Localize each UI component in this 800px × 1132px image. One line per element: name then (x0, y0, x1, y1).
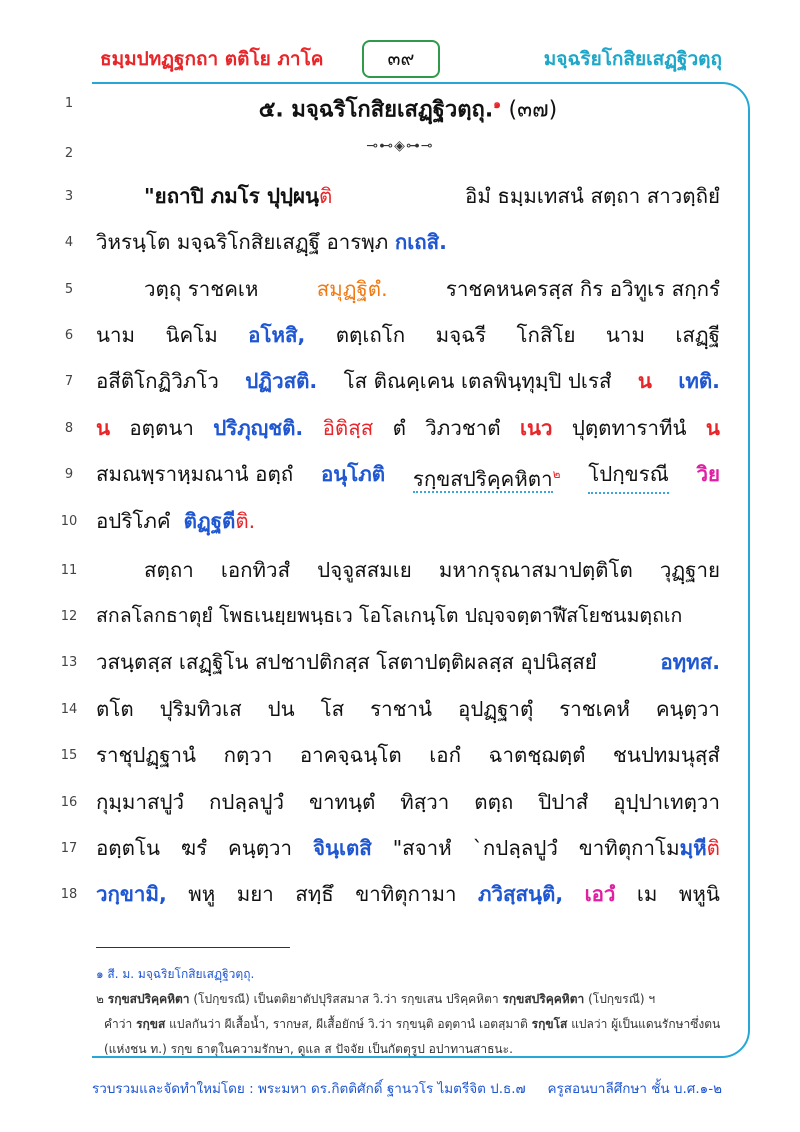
line-number: 10 (60, 514, 78, 529)
word: มจฺฉรี (435, 323, 487, 347)
word: นาม (605, 323, 645, 347)
line-5-part2: ราชคหนครสฺส กิร อวิทูเร สกฺกรํ (445, 277, 720, 301)
verb-deti: เทติ. (678, 369, 720, 393)
phrase: วสนฺตสฺส เสฏฺฐิโน สปชาปติกสฺส โสตาปตฺติผลสฺส อุปนิสฺสยํ (96, 650, 597, 674)
line-number: 13 (60, 655, 78, 670)
footer-author: รวบรวมและจัดทำใหม่โดย : พระมหา ดร.กิตติศักดิ์ ฐานวโร ไมตรีจิต ป.ธ.๗ (92, 1081, 526, 1097)
word-itissa: อิติสฺส (322, 416, 374, 440)
word: "สจาหํ (392, 836, 452, 860)
footnote-term: รกฺขโส (531, 1017, 568, 1031)
word-pokkharani: โปกฺขรณี (588, 459, 668, 494)
verb-cintesi: จินฺเตสิ (312, 836, 372, 860)
footnote-2-end: (แห่งชน ท.) รกฺข ธาตุในความรักษา, ดูแล ส ปัจจัย เป็นกัตตุรูป อปาทานสาธนะ. (104, 1042, 513, 1056)
footnote-divider (96, 947, 290, 948)
word: ชนปทมนุสฺสํ (612, 743, 720, 767)
text-line-12 (96, 601, 720, 631)
text-line-7 (96, 366, 720, 396)
word: เอกทิวสํ (220, 558, 291, 582)
phrase: สมณพฺราหฺมณานํ อตฺถํ (96, 462, 294, 486)
footnote-text: คำว่า (104, 1017, 133, 1031)
word: อตฺตโน (96, 836, 160, 860)
word-evam: เอวํ (584, 882, 616, 906)
verb-vakkhami: วกฺขามิ, (96, 882, 167, 906)
verb-paribhunjati: ปริภุญฺชติ. (213, 416, 304, 440)
text-line-6 (96, 320, 720, 350)
text-line-5 (96, 274, 720, 304)
footnote-2-mark: ๒ (96, 992, 104, 1006)
line-number: 8 (64, 421, 74, 436)
word: เสฏฺฐี (675, 323, 720, 347)
word: กตฺวา (223, 743, 273, 767)
footnote-2 (96, 991, 655, 1007)
verb-ahosi: อโหสิ, (248, 323, 306, 347)
text-line-3 (96, 181, 720, 211)
footnote-1: ๑ สี. ม. มจฺฉริยโกสิยเสฏฺฐิวตฺถุ. (96, 967, 255, 981)
word: เอกํ (429, 743, 461, 767)
word: ขาทิตุกามา (355, 882, 457, 906)
line-number: 4 (64, 235, 74, 250)
line-number: 1 (64, 96, 74, 111)
footnote-2-cont (104, 1016, 720, 1032)
verb-anubhoti: อนุโภติ (320, 462, 386, 486)
text-line-4 (96, 227, 447, 257)
word: ตตฺถ (474, 790, 514, 814)
text-line-9 (96, 459, 720, 494)
footnote-ref-1[interactable]: ๑ (493, 97, 501, 111)
word: ฉาตชฺฌตฺตํ (488, 743, 586, 767)
text-line-11 (96, 555, 720, 585)
negation-na: น (637, 369, 652, 393)
text-line-14 (96, 694, 720, 724)
text-line-10 (96, 506, 255, 536)
word: ขาทิตุกาโม (578, 836, 680, 860)
page-number-badge: ๓๙ (362, 40, 440, 78)
footnote-text: แปลกันว่า ผีเสื้อน้ำ, รากษส, ผีเสื้อยักษ์ วิ.ว่า รกฺขนฺติ อตฺตานํ เอตสฺมาติ (169, 1017, 528, 1031)
word: คนฺตฺวา (655, 697, 720, 721)
line-3-text: อิมํ ธมฺมเทสนํ สตฺถา สาวตฺถิยํ (465, 184, 720, 208)
verb-kathesi: กเถสิ. (394, 230, 447, 254)
word: ราชุปฏฺฐานํ (96, 743, 197, 767)
word: สทฺธึ (295, 882, 334, 906)
word: เม (636, 882, 658, 906)
word: ปิปาสํ (538, 790, 589, 814)
negation-na: น (705, 416, 720, 440)
word: ราชานํ (370, 697, 433, 721)
word: นิคโม (165, 323, 218, 347)
word: ตโต (96, 697, 134, 721)
story-heading-text: ๕. มจฺฉริโกสิยเสฏฺฐิวตฺถุ. (258, 97, 494, 123)
word: ปุตฺตทาราทีนํ (571, 416, 687, 440)
verb-bhavissanti: ภวิสฺสนฺติ, (477, 882, 564, 906)
line-number: 7 (64, 374, 74, 389)
verb-pativasati: ปฏิวสติ. (245, 369, 318, 393)
word: อสีติโกฏิวิภโว (96, 369, 219, 393)
word: โส (320, 697, 345, 721)
word: ปุริมทิวเส (159, 697, 242, 721)
word-viya: วิย (696, 462, 720, 486)
word: `กปลฺลปูวํ (472, 836, 558, 860)
word: ทิสฺวา (400, 790, 450, 814)
word-iti: ติ. (235, 509, 256, 533)
word: พหูนิ (678, 882, 720, 906)
line-number: 5 (64, 282, 74, 297)
line-number: 15 (60, 748, 78, 763)
word: กปลฺลปูวํ (208, 790, 285, 814)
word: มยา (236, 882, 274, 906)
footnote-text: แปลว่า ผู้เป็นแดนรักษาซึ่งตน (571, 1017, 721, 1031)
footnote-ref-2[interactable]: ๒ (552, 467, 561, 481)
word: อุปฺปาเทตฺวา (613, 790, 720, 814)
word: ขาทนฺตํ (308, 790, 376, 814)
line-number: 12 (60, 609, 78, 624)
text-line-8 (96, 413, 720, 443)
phrase: โส ติณคฺเคน เตลพินฺทุมฺปิ ปเรสํ (343, 369, 612, 393)
line-number: 17 (60, 841, 78, 856)
word: ปน (267, 697, 295, 721)
footnote-text: (โปกฺขรณี) ฯ (588, 992, 656, 1006)
verse-opening-iti: ติ (319, 184, 333, 208)
footnote-text: (โปกฺขรณี) เป็นตติยาตัปปุริสสมาส วิ.ว่า รกฺขเสน ปริคฺคหิตา (193, 992, 499, 1006)
text-line-17 (96, 833, 720, 863)
verse-opening: "ยถาปิ ภมโร ปุปฺผนฺ (144, 184, 320, 208)
story-number: (๓๗) (508, 97, 558, 123)
verb-mhi: มฺหี (679, 836, 707, 860)
text-line-18 (96, 879, 720, 909)
footnote-term: รกฺขส (136, 1017, 166, 1031)
word: ปจฺจูสสมเย (317, 558, 412, 582)
word: วิภวชาตํ (425, 416, 501, 440)
text-line-16 (96, 787, 720, 817)
word-neva: เนว (519, 416, 553, 440)
line-number: 9 (64, 467, 74, 482)
word: นาม (96, 323, 136, 347)
line-number: 11 (60, 563, 78, 578)
verb-addasa: อทฺทส. (660, 650, 720, 674)
line-number: 18 (60, 887, 78, 902)
negation-na: น (96, 416, 111, 440)
word: ตตฺเถโก (335, 323, 406, 347)
line-number: 6 (64, 328, 74, 343)
footnote-term: รกฺขสปริคฺคหิตา (502, 992, 585, 1006)
word: อตฺตนา (129, 416, 194, 440)
verb-titthati: ติฏฺฐตี (183, 509, 236, 533)
word: สตฺถา (144, 558, 194, 582)
word: อุปฏฺฐาตุํ (458, 697, 534, 721)
line-number: 2 (64, 146, 74, 161)
word-iti: ติ (706, 836, 720, 860)
word: อาคจฺฉนฺโต (299, 743, 402, 767)
ornament-divider: ⊸⊷◈⊶⊸ (366, 138, 434, 154)
footer-course: ครูสอนบาลีศึกษา ชั้น บ.ศ.๑-๒ (547, 1081, 722, 1097)
word: กุมฺมาสปูวํ (96, 790, 184, 814)
word-rakkhasa-pariggahita: รกฺขสปริคฺคหิตา (412, 466, 553, 491)
line-4-text: วิหรนฺโต มจฺฉริโกสิยเสฏฺฐึ อารพฺภ (96, 230, 389, 254)
footnote-term: รกฺขสปริคฺคหิตา (107, 992, 190, 1006)
header-story-title: มจฺฉริยโกสิยเสฏฺฐิวตฺถุ (543, 48, 722, 70)
line-12-text: สกลโลกธาตุยํ โพธเนยฺยพนฺธเว โอโลเกนฺโต ปญฺจจตฺตาฬีสโยชนมตฺถเก (96, 604, 683, 627)
word: อปริโภคํ (96, 509, 171, 533)
text-line-15 (96, 740, 720, 770)
word: วุฏฺฐาย (659, 558, 720, 582)
line-5-part1: วตฺถุ ราชคเห (144, 277, 259, 301)
word: โกสิโย (516, 323, 576, 347)
word: ตํ (392, 416, 406, 440)
line-number: 16 (60, 795, 78, 810)
word: ฆรํ (180, 836, 208, 860)
word-samutthitam: สมุฏฺฐิตํ. (316, 277, 388, 301)
line-number: 3 (64, 189, 74, 204)
line-number: 14 (60, 702, 78, 717)
word: คนฺตฺวา (227, 836, 293, 860)
story-heading (96, 88, 720, 126)
text-line-13 (96, 647, 720, 677)
header-book-title: ธมฺมปทฏฺฐกถา ตติโย ภาโค (100, 48, 324, 70)
word: มหากรุณาสมาปตฺติโต (438, 558, 633, 582)
word: พหู (188, 882, 216, 906)
word: ราชเคหํ (559, 697, 630, 721)
